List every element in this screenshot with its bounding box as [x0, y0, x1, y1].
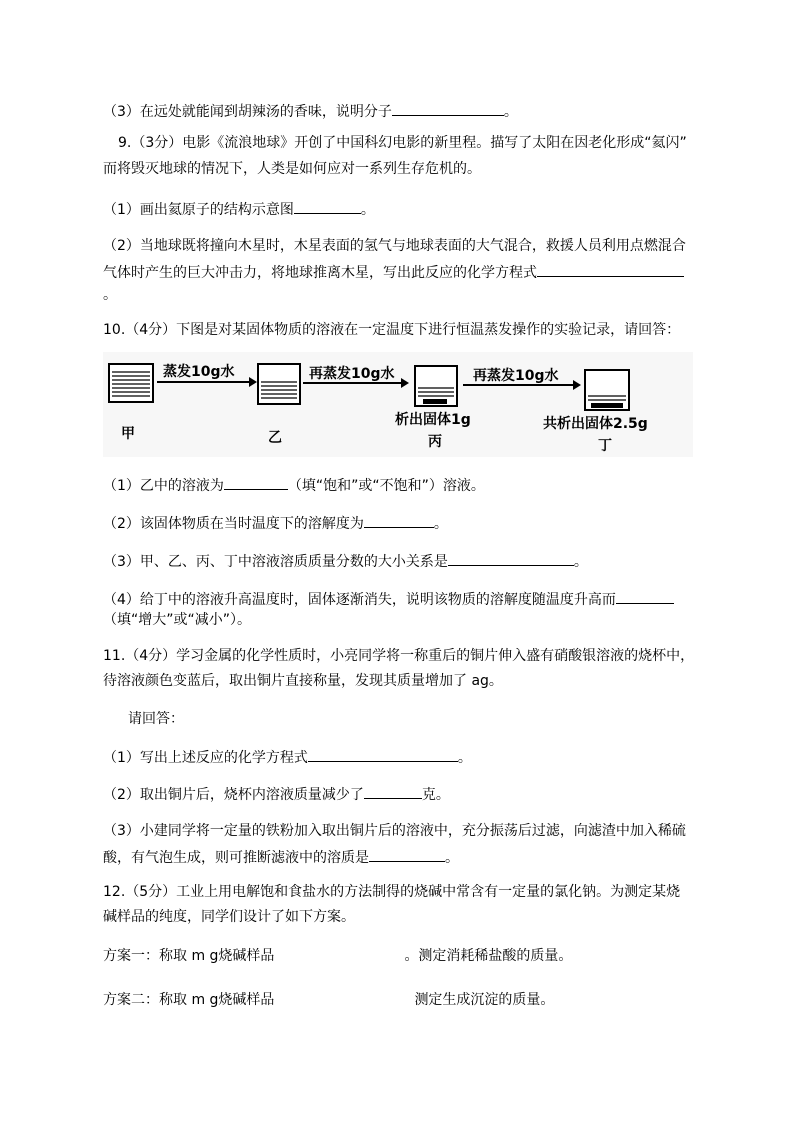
label-ding: 丁 [598, 438, 612, 454]
beaker-jia [109, 364, 153, 402]
q9-part1: （1）画出氦原子的结构示意图 。 [103, 198, 375, 220]
q10-part4-cont: （填“增大”或“减小”）。 [103, 612, 252, 628]
answer-blank[interactable] [616, 588, 674, 604]
q11-prompt: 请回答： [128, 711, 184, 727]
label-yi: 乙 [268, 430, 282, 446]
beaker-ding [585, 370, 629, 410]
q10-part3: （3）甲、乙、丙、丁中溶液溶质质量分数的大小关系是 。 [103, 550, 588, 572]
q12-heading-cont: 碱样品的纯度，同学们设计了如下方案。 [103, 909, 355, 925]
label-bing: 丙 [428, 434, 442, 450]
answer-blank[interactable] [369, 846, 445, 862]
q11-part2: （2）取出铜片后，烧杯内溶液质量减少了 克。 [103, 783, 450, 805]
step2-label: 再蒸发10g水 [309, 366, 395, 382]
q10-part2: （2）该固体物质在当时温度下的溶解度为 。 [103, 512, 448, 534]
q10-part1: （1）乙中的溶液为 （填“饱和”或“不饱和”）溶液。 [103, 474, 485, 496]
q9-part2-end: 。 [103, 287, 117, 303]
beaker-yi [258, 364, 300, 404]
q11-part3-line2: 酸，有气泡生成，则可推断滤液中的溶质是 。 [103, 846, 459, 868]
q10-heading: 10.（4分）下图是对某固体物质的溶液在一定温度下进行恒温蒸发操作的实验记录，请回答： [103, 322, 681, 338]
q9-heading-cont: 而将毁灭地球的情况下，人类是如何应对一系列生存危机的。 [103, 161, 481, 177]
q9-part2-line1: （2）当地球既将撞向木星时，木星表面的氢气与地球表面的大气混合，救援人员利用点燃混合 [103, 238, 686, 254]
answer-blank[interactable] [392, 100, 504, 116]
bing-note: 析出固体1g [395, 412, 471, 428]
q12-plan2: 方案二：称取 m g烧碱样品 测定生成沉淀的质量。 [103, 992, 555, 1008]
step1-label: 蒸发10g水 [163, 364, 235, 380]
answer-blank[interactable] [364, 512, 434, 528]
beaker-bing [415, 366, 457, 406]
answer-blank[interactable] [448, 550, 574, 566]
q12-heading: 12.（5分）工业上用电解饱和食盐水的方法制得的烧碱中常含有一定量的氯化钠。为测定某烧 [103, 884, 681, 900]
q11-heading-cont: 待溶液颜色变蓝后，取出铜片直接称量，发现其质量增加了 ag。 [103, 673, 503, 689]
q9-part2-line2: 气体时产生的巨大冲击力，将地球推离木星，写出此反应的化学方程式 [103, 261, 684, 283]
evaporation-diagram [103, 352, 693, 457]
q11-part3-line1: （3）小建同学将一定量的铁粉加入取出铜片后的溶液中，充分振荡后过滤，向滤渣中加入稀硫 [103, 823, 686, 839]
q11-part1: （1）写出上述反应的化学方程式 。 [103, 746, 472, 768]
q9-heading: 9.（3分）电影《流浪地球》开创了中国科幻电影的新里程。描写了太阳在因老化形成“氦闪” [118, 135, 687, 151]
q11-heading: 11.（4分）学习金属的化学性质时，小亮同学将一称重后的铜片伸入盛有硝酸银溶液的烧杯中， [103, 648, 695, 664]
answer-blank[interactable] [537, 261, 684, 277]
answer-blank[interactable] [364, 783, 422, 799]
q8-part3: （3）在远处就能闻到胡辣汤的香味，说明分子 。 [103, 100, 518, 122]
answer-blank[interactable] [294, 198, 361, 214]
answer-blank[interactable] [308, 746, 458, 762]
ding-note: 共析出固体2.5g [543, 416, 648, 432]
label-jia: 甲 [121, 426, 135, 442]
step3-label: 再蒸发10g水 [473, 368, 559, 384]
q10-part4: （4）给丁中的溶液升高温度时，固体逐渐消失，说明该物质的溶解度随温度升高而 [103, 588, 674, 610]
q12-plan1: 方案一：称取 m g烧碱样品 。测定消耗稀盐酸的质量。 [103, 948, 573, 964]
answer-blank[interactable] [224, 474, 288, 490]
